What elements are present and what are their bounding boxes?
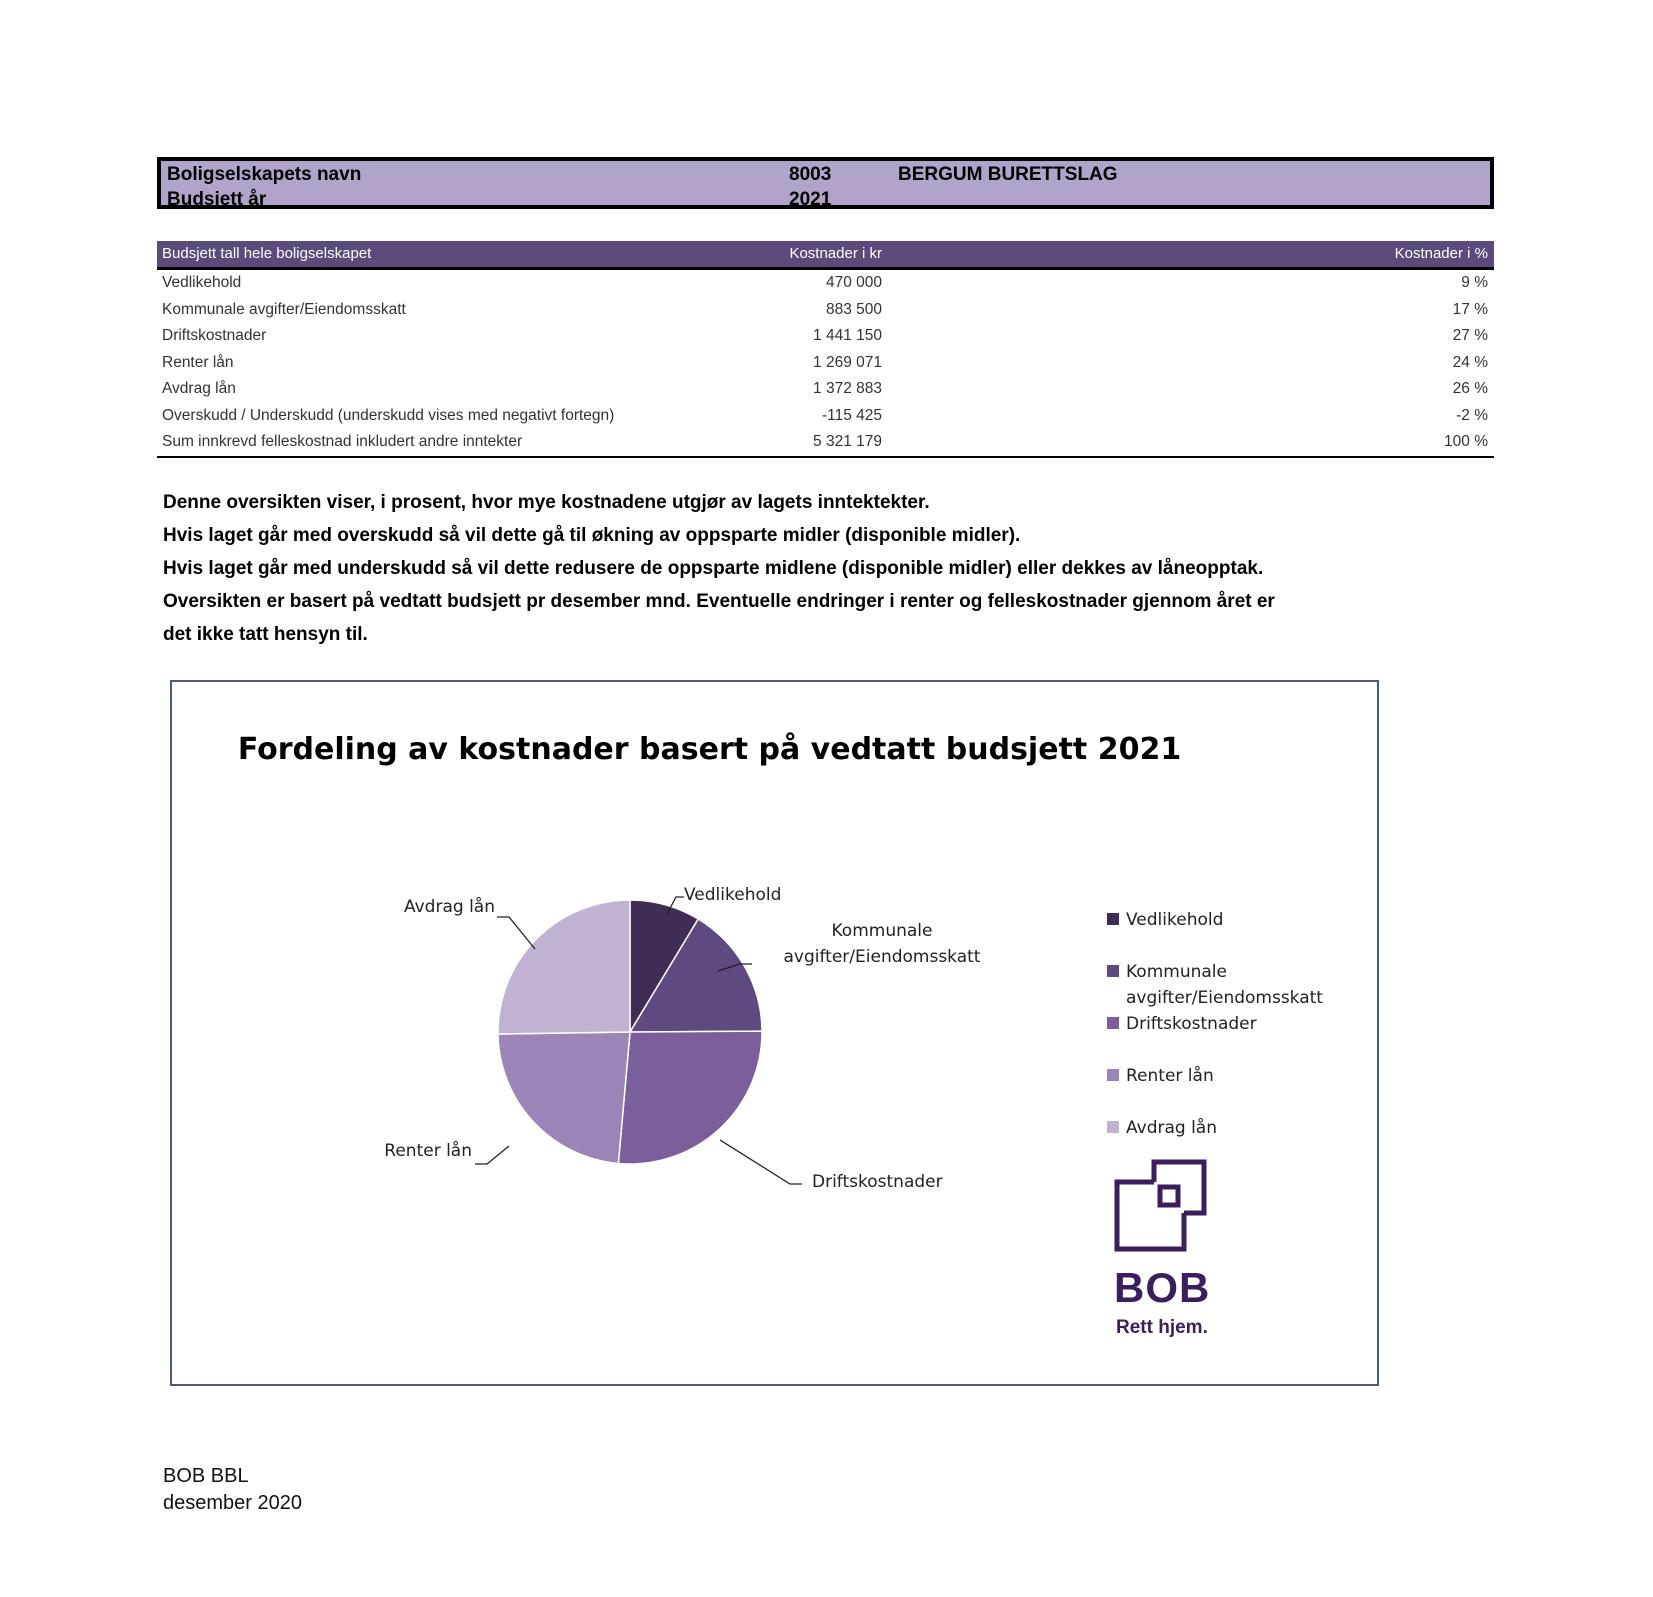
row-kr: 1 372 883 bbox=[813, 380, 882, 397]
legend-label: Kommunale avgifter/Eiendomsskatt bbox=[1126, 962, 1323, 1008]
logo-tagline: Rett hjem. bbox=[1116, 1317, 1208, 1338]
pie-slice-renter-lån bbox=[498, 1032, 630, 1163]
chart-title: Fordeling av kostnader basert på vedtatt budsjett 2021 bbox=[237, 732, 1182, 767]
row-pct: 9 % bbox=[1461, 274, 1488, 291]
slice-label-drifts: Driftskostnader bbox=[812, 1172, 943, 1192]
slice-label-kommunale-line2: avgifter/Eiendomsskatt bbox=[783, 947, 981, 967]
legend-swatch bbox=[1107, 1069, 1119, 1081]
slice-label-renter: Renter lån bbox=[384, 1141, 472, 1161]
company-name: BERGUM BURETTSLAG bbox=[898, 164, 1118, 185]
legend-swatch bbox=[1107, 965, 1119, 977]
row-kr: 470 000 bbox=[825, 274, 882, 291]
row-label: Overskudd / Underskudd (underskudd vises med negativt fortegn) bbox=[162, 406, 615, 424]
description-line: Oversikten er basert på vedtatt budsjett pr desember mnd. Eventuelle endringer i renter og felleskostnader gjennom året er bbox=[163, 591, 1275, 612]
legend-label: Vedlikehold bbox=[1126, 910, 1224, 930]
description-line: det ikke tatt hensyn til. bbox=[163, 624, 368, 645]
row-kr: 883 500 bbox=[825, 300, 882, 318]
row-pct: 100 % bbox=[1444, 433, 1488, 450]
row-pct: 17 % bbox=[1452, 300, 1488, 318]
leader-line-drifts bbox=[720, 1140, 802, 1184]
row-label: Kommunale avgifter/Eiendomsskatt bbox=[162, 300, 406, 318]
row-label: Avdrag lån bbox=[162, 380, 236, 397]
legend-item bbox=[1107, 907, 1367, 959]
budget-year: 2021 bbox=[789, 189, 832, 210]
slice-label-vedlikehold: Vedlikehold bbox=[684, 885, 782, 905]
slice-label-avdrag: Avdrag lån bbox=[403, 897, 495, 917]
table-row bbox=[157, 350, 1494, 377]
row-kr: 5 321 179 bbox=[813, 433, 882, 450]
description-line: Hvis laget går med overskudd så vil dette gå til økning av oppsparte midler (disponible midler). bbox=[163, 525, 1021, 546]
chart-legend bbox=[1107, 907, 1367, 1167]
legend-swatch bbox=[1107, 913, 1119, 925]
table-total-row bbox=[157, 429, 1494, 458]
row-pct: 27 % bbox=[1452, 327, 1488, 344]
description-line: Denne oversikten viser, i prosent, hvor mye kostnadene utgjør av lagets inntektekter. bbox=[163, 492, 930, 513]
legend-label: Avdrag lån bbox=[1126, 1118, 1218, 1138]
company-name-label: Boligselskapets navn bbox=[167, 164, 362, 185]
budget-year-label: Budsjett år bbox=[167, 189, 267, 210]
table-row bbox=[157, 403, 1494, 430]
legend-item bbox=[1107, 1011, 1367, 1063]
legend-swatch bbox=[1107, 1121, 1119, 1133]
legend-label: Renter lån bbox=[1126, 1066, 1214, 1086]
row-kr: 1 269 071 bbox=[813, 353, 882, 371]
footer-org: BOB BBL bbox=[163, 1465, 249, 1487]
row-label: Sum innkrevd felleskostnad inkludert andre inntekter bbox=[162, 433, 523, 450]
table-row bbox=[157, 297, 1494, 324]
row-label: Renter lån bbox=[162, 353, 234, 371]
table-row bbox=[157, 323, 1494, 350]
pie-slice-avdrag-lån bbox=[498, 900, 630, 1034]
footer bbox=[163, 1463, 302, 1517]
row-kr: 1 441 150 bbox=[813, 327, 882, 344]
header-category: Budsjett tall hele boligselskapet bbox=[162, 245, 372, 262]
table-row bbox=[157, 270, 1494, 297]
company-header-box bbox=[157, 157, 1494, 209]
legend-item bbox=[1107, 959, 1367, 1011]
legend-item bbox=[1107, 1063, 1367, 1115]
leader-line-renter bbox=[475, 1146, 509, 1164]
pie-slice-driftskostnader bbox=[618, 1031, 762, 1164]
description-line: Hvis laget går med underskudd så vil dette redusere de oppsparte midlene (disponible midler) eller dekkes av låneopptak. bbox=[163, 558, 1264, 579]
header-cost-kr: Kostnader i kr bbox=[789, 245, 882, 262]
row-pct: 26 % bbox=[1452, 380, 1488, 397]
company-number: 8003 bbox=[789, 164, 832, 185]
slice-label-kommunale-line1: Kommunale bbox=[831, 921, 933, 941]
row-pct: 24 % bbox=[1452, 353, 1488, 371]
footer-date: desember 2020 bbox=[163, 1492, 302, 1514]
row-label: Driftskostnader bbox=[162, 327, 267, 344]
bob-logo-mark bbox=[1114, 1159, 1214, 1259]
bob-logo bbox=[1114, 1159, 1234, 1339]
budget-table-header bbox=[157, 241, 1494, 270]
table-row bbox=[157, 376, 1494, 403]
row-label: Vedlikehold bbox=[162, 274, 242, 291]
legend-label: Driftskostnader bbox=[1126, 1014, 1257, 1034]
row-kr: -115 425 bbox=[821, 406, 882, 424]
pie-chart-frame bbox=[170, 680, 1379, 1386]
header-cost-pct: Kostnader i % bbox=[1394, 245, 1488, 262]
leader-line-avdrag bbox=[497, 917, 535, 949]
description-text bbox=[163, 486, 1463, 651]
row-pct: -2 % bbox=[1456, 406, 1488, 424]
budget-table bbox=[157, 241, 1494, 458]
logo-wordmark: BOB bbox=[1114, 1264, 1211, 1311]
legend-swatch bbox=[1107, 1017, 1119, 1029]
